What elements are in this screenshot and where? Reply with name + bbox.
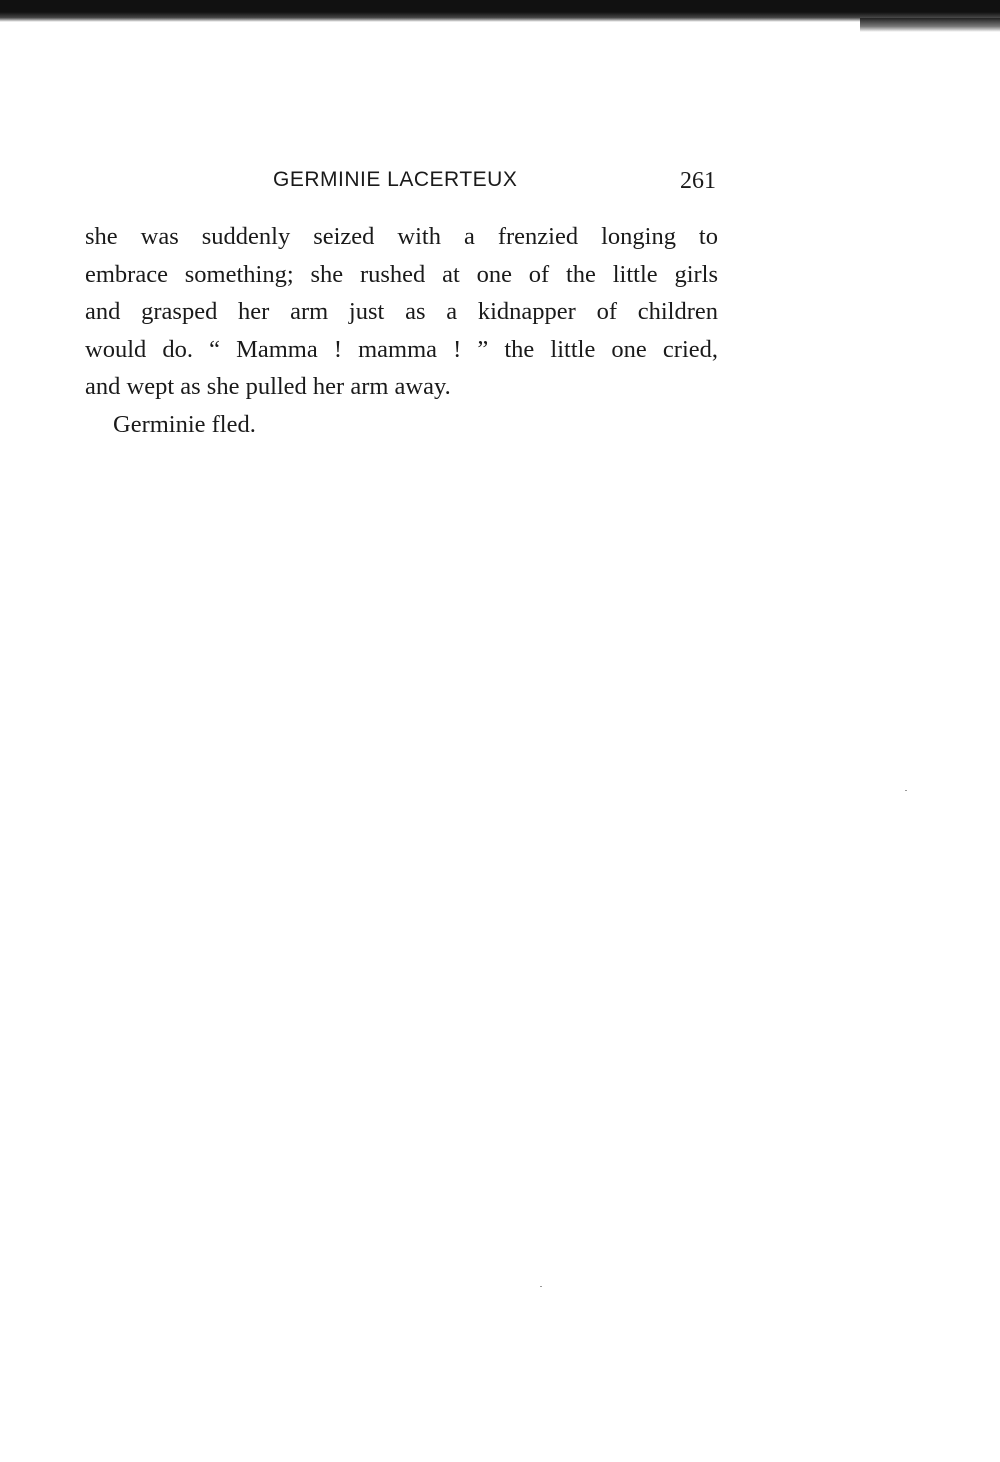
running-header: [85, 168, 720, 198]
scan-top-edge: [0, 0, 1000, 22]
text-line: embrace something; she rushed at one of the little girls: [85, 260, 718, 288]
running-title: GERMINIE LACERTEUX: [273, 168, 518, 191]
paragraph: [85, 218, 718, 406]
page-number: 261: [680, 168, 716, 194]
text-line: Germinie fled.: [113, 410, 256, 438]
text-line: and grasped her arm just as a kidnapper of children: [85, 298, 718, 326]
page-body: [85, 218, 718, 444]
scan-top-edge-shadow: [860, 18, 1000, 32]
paragraph: [85, 406, 718, 444]
text-line: would do. “ Mamma ! mamma ! ” the little one cried,: [85, 335, 718, 363]
scan-speck: [905, 790, 907, 791]
text-line: and wept as she pulled her arm away.: [85, 373, 451, 401]
scan-speck: [540, 1286, 542, 1287]
text-line: she was suddenly seized with a frenzied longing to: [85, 223, 718, 250]
